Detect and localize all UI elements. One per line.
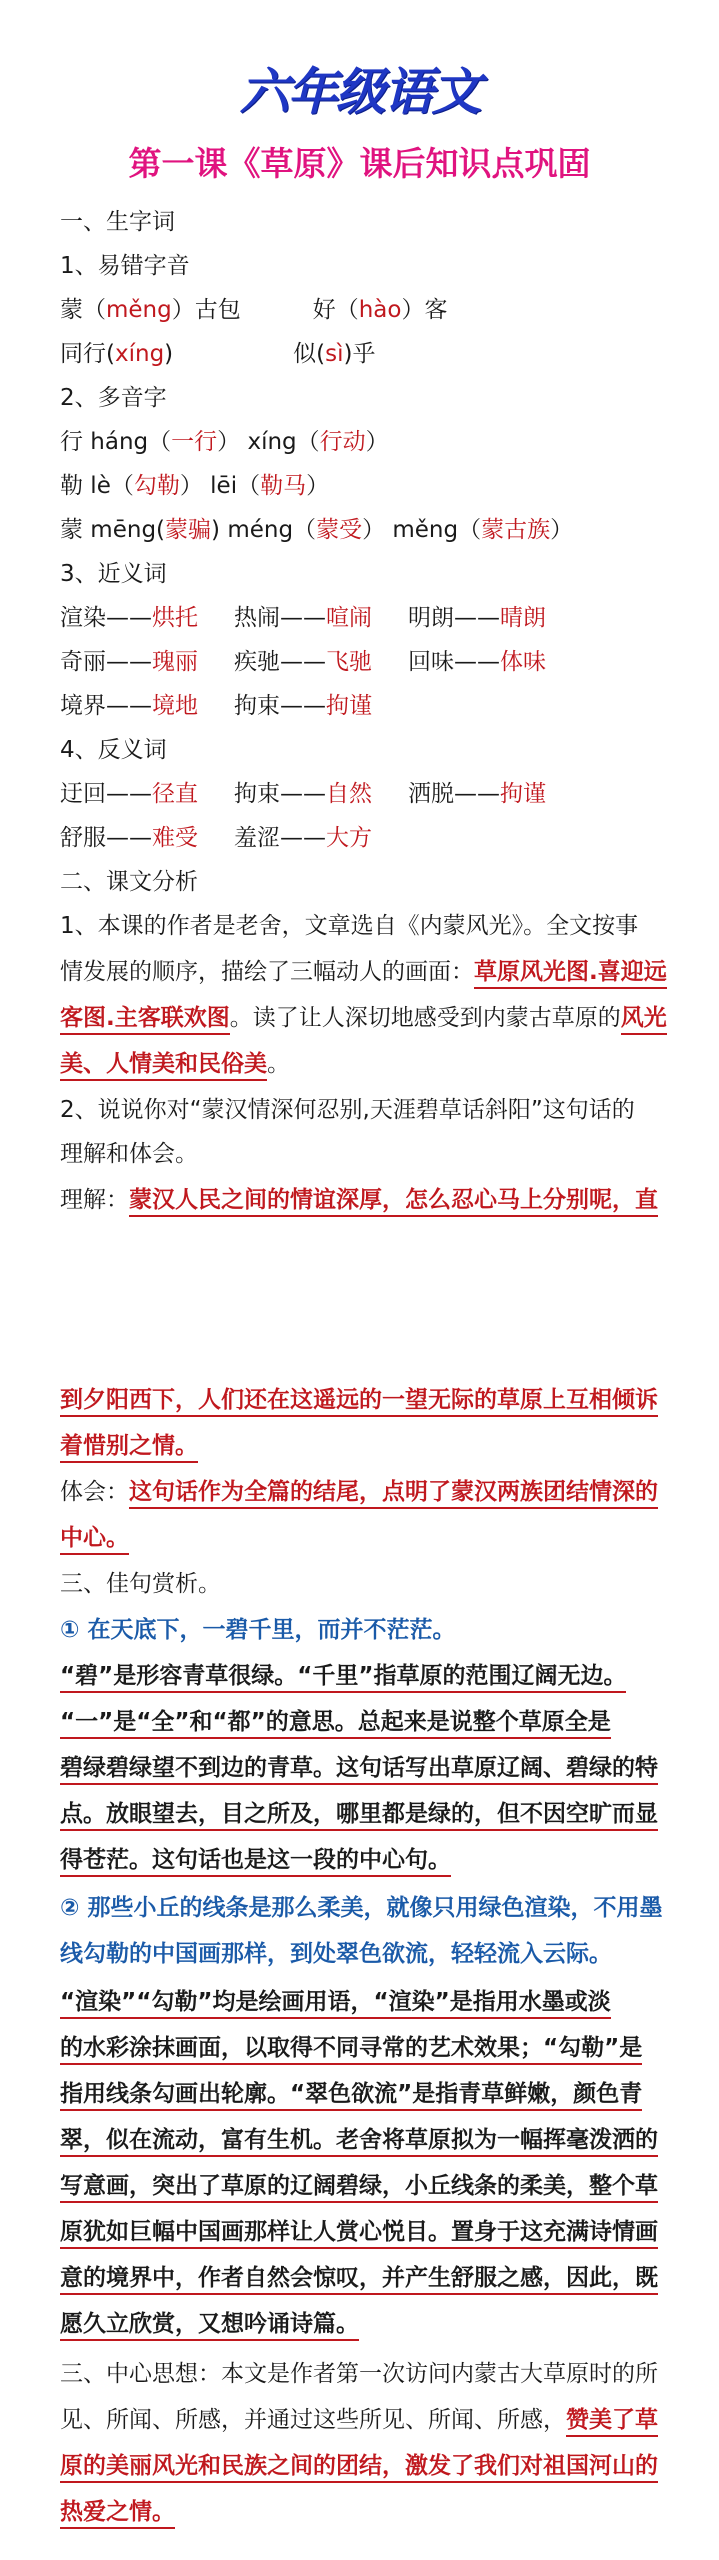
question-text: 理解和体会。 (60, 1141, 198, 1167)
quote-analysis-line: 原犹如巨幅中国画那样让人赏心悦目。置身于这充满诗情画 (60, 2210, 670, 2254)
synonym-row: 境界——境地 拘束——拘谨 (60, 693, 372, 719)
central-idea: 原的美丽风光和民族之间的团结，激发了我们对祖国河山的 (60, 2444, 670, 2488)
subsection-heading: 4、反义词 (60, 737, 167, 763)
reflection-answer: 体会：这句话作为全篇的结尾，点明了蒙汉两族团结情深的 (60, 1470, 670, 1514)
quote-analysis-line: “一”是“全”和“都”的意思。总起来是说整个草原全是 (60, 1700, 670, 1744)
quote-analysis-line: 碧绿碧绿望不到边的青草。这句话写出草原辽阔、碧绿的特 (60, 1746, 670, 1790)
subsection-heading: 3、近义词 (60, 561, 167, 587)
quote-analysis-line: 得苍茫。这句话也是这一段的中心句。 (60, 1838, 670, 1882)
quote-sentence: ① 在天底下，一碧千里，而并不茫茫。 (60, 1617, 456, 1643)
quote-analysis-line: “渲染”“勾勒”均是绘画用语，“渲染”是指用水墨或淡 (60, 1980, 670, 2024)
pronunciation-row: 蒙（měng）古包 好（hào）客 (60, 297, 448, 323)
quote-analysis-line: 意的境界中，作者自然会惊叹，并产生舒服之感，因此，既 (60, 2256, 670, 2300)
page-title: 第一课《草原》课后知识点巩固 (128, 144, 591, 183)
quote-analysis-line: 点。放眼望去，目之所及，哪里都是绿的，但不因空旷而显 (60, 1792, 670, 1836)
analysis-paragraph: 美、人情美和民俗美。 (60, 1042, 670, 1086)
antonym-row: 舒服——难受 羞涩——大方 (60, 825, 372, 851)
central-idea: 热爱之情。 (60, 2490, 670, 2534)
quote-sentence: 线勾勒的中国画那样，到处翠色欲流，轻轻流入云际。 (60, 1941, 612, 1967)
analysis-paragraph: 1、本课的作者是老舍，文章选自《内蒙风光》。全文按事 (60, 913, 639, 939)
section-heading: 三、佳句赏析。 (60, 1571, 221, 1597)
understanding-answer: 着惜别之情。 (60, 1424, 670, 1468)
analysis-paragraph: 客图.主客联欢图。读了让人深切地感受到内蒙古草原的风光 (60, 996, 670, 1040)
quote-analysis-line: 写意画，突出了草原的辽阔碧绿，小丘线条的柔美，整个草 (60, 2164, 670, 2208)
polyphone-row: 勒 lè（勾勒） lēi（勒马） (60, 473, 330, 499)
central-idea: 见、所闻、所感，并通过这些所见、所闻、所感，赞美了草 (60, 2398, 670, 2442)
pronunciation-row: 同行(xíng) 似(sì)乎 (60, 341, 376, 367)
quote-sentence: ② 那些小丘的线条是那么柔美，就像只用绿色渲染，不用墨 (60, 1895, 663, 1921)
polyphone-row: 蒙 mēng(蒙骗) méng（蒙受） měng（蒙古族） (60, 517, 574, 543)
subsection-heading: 2、多音字 (60, 385, 167, 411)
section-heading: 一、生字词 (60, 209, 175, 235)
section-heading: 二、课文分析 (60, 869, 198, 895)
polyphone-row: 行 háng（一行） xíng（行动） (60, 429, 389, 455)
quote-analysis-line: 指用线条勾画出轮廓。“翠色欲流”是指青草鲜嫩，颜色青 (60, 2072, 670, 2116)
quote-analysis-line: “碧”是形容青草很绿。“千里”指草原的范围辽阔无边。 (60, 1654, 670, 1698)
logo: 六年级语文 (239, 63, 480, 121)
synonym-row: 奇丽——瑰丽 疾驰——飞驰 回味——体味 (60, 649, 546, 675)
question-text: 2、说说你对“蒙汉情深何忍别,天涯碧草话斜阳”这句话的 (60, 1097, 635, 1123)
understanding-answer: 理解：蒙汉人民之间的情谊深厚，怎么忍心马上分别呢，直 (60, 1178, 670, 1222)
reflection-answer: 中心。 (60, 1516, 670, 1560)
quote-analysis-line: 翠，似在流动，富有生机。老舍将草原拟为一幅挥毫泼洒的 (60, 2118, 670, 2162)
quote-analysis-line: 愿久立欣赏，又想吟诵诗篇。 (60, 2302, 670, 2346)
understanding-answer: 到夕阳西下，人们还在这遥远的一望无际的草原上互相倾诉 (60, 1378, 670, 1422)
quote-analysis-line: 的水彩涂抹画面，以取得不同寻常的艺术效果；“勾勒”是 (60, 2026, 670, 2070)
antonym-row: 迂回——径直 拘束——自然 洒脱——拘谨 (60, 781, 546, 807)
synonym-row: 渲染——烘托 热闹——喧闹 明朗——晴朗 (60, 605, 546, 631)
analysis-paragraph: 情发展的顺序，描绘了三幅动人的画面：草原风光图.喜迎远 (60, 950, 670, 994)
central-idea: 三、中心思想：本文是作者第一次访问内蒙古大草原时的所 (60, 2361, 658, 2387)
subsection-heading: 1、易错字音 (60, 253, 190, 279)
